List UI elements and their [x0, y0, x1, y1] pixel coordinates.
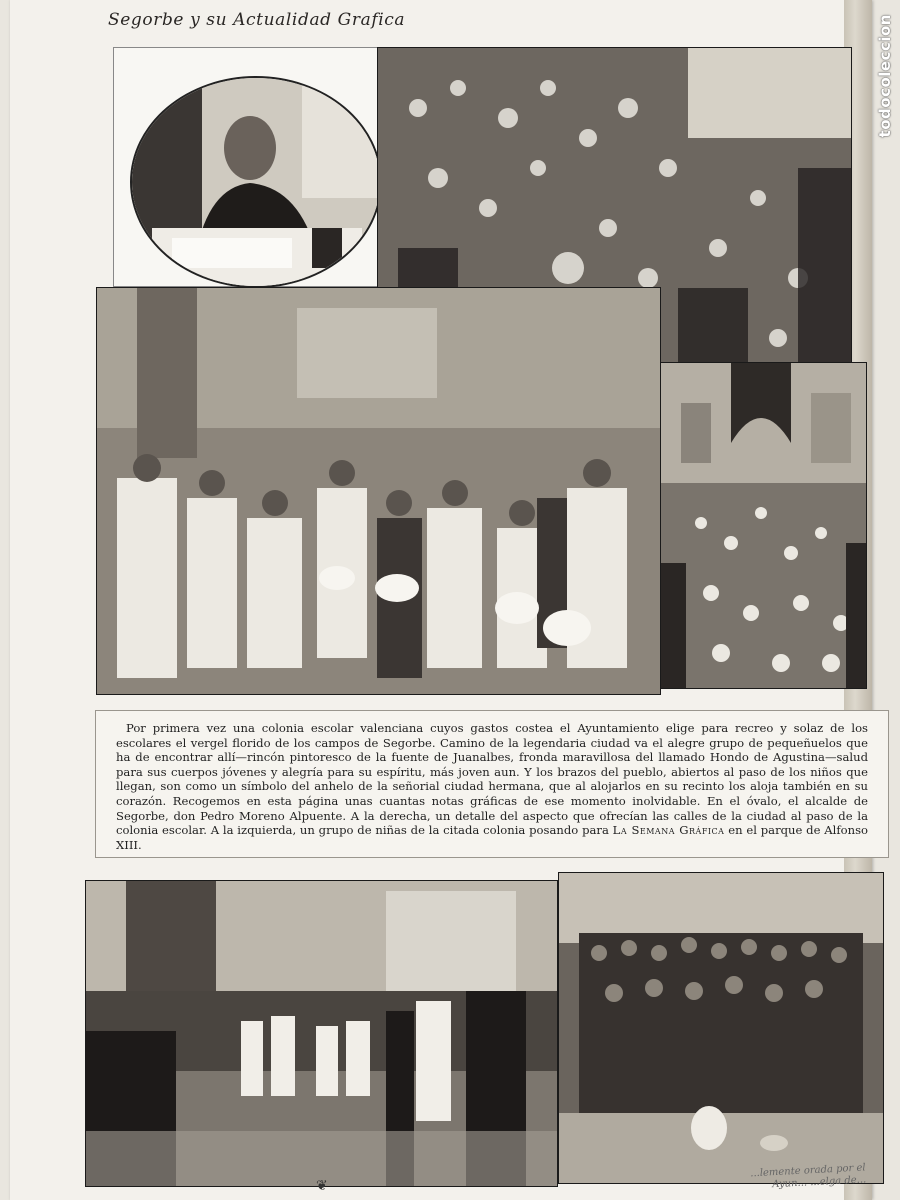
mayor-portrait-photo: [130, 76, 382, 288]
street-procession-photo: [660, 362, 867, 689]
magazine-page: [10, 0, 872, 1200]
religious-procession-photo: [85, 880, 558, 1187]
ornament-glyph: ❦: [316, 1178, 328, 1194]
caption-box: [95, 710, 889, 858]
uniformed-guards-photo: [558, 872, 884, 1184]
watermark-logo: todocoleccion: [876, 14, 894, 138]
page-title: Segorbe y su Actualidad Grafica: [108, 10, 406, 30]
schoolgirls-group-photo: [96, 287, 661, 695]
caption-part1: Por primera vez una colonia escolar valenciana cuyos gastos costea el Ayuntamiento elige para recreo y solaz de los escolares el vergel florido de los campos de Segorbe. Camino de la legendaria ciudad va el alegre grupo de pequeñuelos que ha de encontrar allí—rincón pintoresco de la fuente de Juanalbes, fronda maravillosa del llamado Hondo de Agustina—salud para sus cuerpos jóvenes y alegría para su espíritu, más joven aun. Y los brazos del pueblo, abiertos al paso de los niños que llegan, son como un símbolo del anhelo de la señorial ciudad hermana, que al alojarlos en su recinto los aloja también en su corazón. Recogemos en esta página unas cuantas notas gráficas de ese momento inolvidable. En el óvalo, el alcalde de Segorbe, don Pedro Moreno Alpuente. A la derecha, un detalle del aspecto que ofrecían las calles de la ciudad al paso de la colonia escolar. A la izquierda, un grupo de niñas de la citada colonia posando para: [116, 721, 868, 838]
next-page-text-fragment: ...lemente orada por el Ayun... ...elga de...: [750, 1162, 867, 1191]
caption-part2: en el parque de Alfonso XIII.: [116, 823, 869, 852]
mayor-portrait-frame: [113, 47, 388, 287]
publication-name: La Semana Gráfica: [612, 823, 725, 838]
caption-text: [116, 721, 868, 852]
